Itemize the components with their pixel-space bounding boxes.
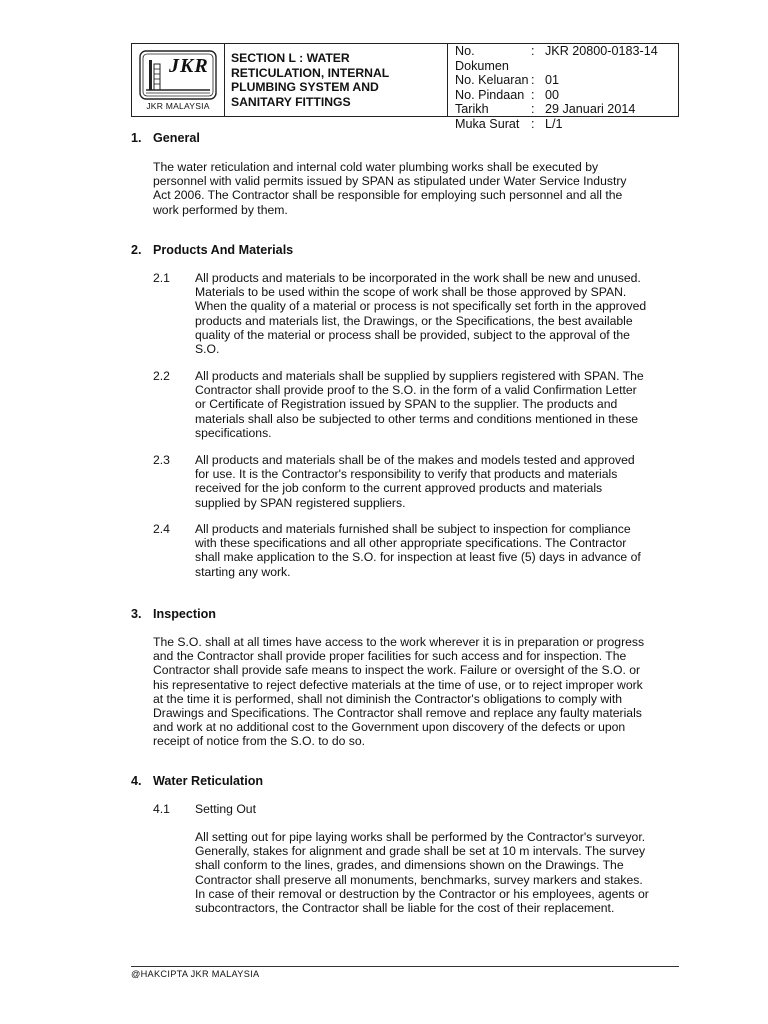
text-line: Generally, stakes for alignment and grade shall be set at 10 m intervals. The survey: [195, 844, 646, 859]
meta-separator: :: [531, 116, 535, 131]
clause-text: [195, 369, 676, 440]
clause-text: [195, 271, 676, 356]
meta-separator: :: [531, 44, 535, 58]
text-line: starting any work.: [195, 564, 291, 579]
heading-title: Products And Materials: [153, 243, 294, 257]
heading-number: 2.: [131, 243, 142, 257]
heading-title: Water Reticulation: [153, 774, 264, 788]
meta-row-dokumen: [455, 44, 678, 73]
title-line: PLUMBING SYSTEM AND: [231, 80, 379, 94]
text-line: subcontractors, the Contractor shall be liable for the cost of their replacement.: [195, 901, 615, 916]
text-line: his representative to reject defective materials at the time of use, or to reject improper work: [153, 677, 643, 692]
document-header: [131, 43, 679, 131]
title-line: SANITARY FITTINGS: [231, 94, 351, 109]
text-line: receipt of notice from the S.O. to do so.: [153, 734, 366, 749]
text-line: The S.O. shall at all times have access to the work wherever it is in preparation or progress: [153, 635, 645, 649]
clause-2-1: [153, 271, 676, 356]
meta-value: 00: [545, 87, 560, 102]
heading-water-reticulation: [131, 774, 264, 788]
heading-number: 3.: [131, 607, 142, 621]
clause-number: 2.1: [153, 271, 170, 285]
heading-inspection: [131, 607, 216, 621]
meta-row-pindaan: [455, 88, 678, 103]
clause-number: 2.3: [153, 453, 170, 467]
text-line: All products and materials to be incorporated in the work shall be new and unused.: [195, 271, 641, 285]
meta-separator: :: [531, 87, 535, 102]
meta-separator: :: [531, 73, 535, 87]
text-line: Contractor shall preserve all monuments, benchmarks, survey markers and stakes.: [195, 872, 643, 887]
paragraph-inspection: [153, 635, 676, 749]
text-line: or Certificate of Registration issued by SPAN to the supplier. The products and: [195, 397, 618, 412]
meta-key: Muka Surat: [455, 116, 520, 131]
paragraph-setting-out: [195, 830, 676, 915]
clause-number: 2.2: [153, 369, 170, 383]
heading-number: 4.: [131, 774, 142, 788]
meta-key: No. Keluaran: [455, 73, 529, 87]
meta-value: 29 Januari 2014: [545, 102, 636, 116]
subheading-title: Setting Out: [195, 802, 256, 816]
clause-2-4: [153, 522, 676, 579]
text-line: and the Contractor shall provide proper facilities for such access and for inspection. The: [153, 649, 627, 664]
meta-key: Tarikh: [455, 102, 489, 116]
text-line: All products and materials shall be supplied by suppliers registered with SPAN. The: [195, 369, 644, 383]
subheading-setting-out: [153, 802, 256, 816]
text-line: Contractor shall provide safe means to inspect the work. Failure or oversight of the S.O. or: [153, 663, 641, 678]
clause-text: [195, 453, 676, 510]
text-line: personnel with valid permits issued by SPAN as stipulated under Water Service Industry: [153, 174, 627, 189]
clause-number: 2.4: [153, 522, 170, 536]
text-line: shall make application to the S.O. for inspection at least five (5) days in advance of: [195, 550, 641, 565]
meta-row-tarikh: [455, 102, 678, 117]
heading-title: General: [153, 131, 200, 145]
text-line: and work at no additional cost to the Government upon discovery of the defects or upon: [153, 720, 626, 735]
clause-2-2: [153, 369, 676, 440]
text-line: products and materials list, the Drawings, or the Specifications, the best available: [195, 313, 633, 328]
text-line: with these specifications and all other appropriate specifications. The Contractor: [195, 536, 627, 551]
text-line: When the quality of a material or process is not specifically set forth in the approved: [195, 299, 647, 314]
meta-row-muka-surat: [455, 117, 678, 132]
clause-2-3: [153, 453, 676, 510]
text-line: received for the job conform to the current approved products and materials: [195, 481, 603, 496]
text-line: All products and materials furnished shall be subject to inspection for compliance: [195, 522, 631, 536]
text-line: work performed by them.: [153, 202, 288, 217]
meta-separator: :: [531, 102, 535, 116]
footer-divider: [131, 966, 679, 967]
text-line: All products and materials shall be of the makes and models tested and approved: [195, 453, 635, 467]
logo-cell: [132, 44, 225, 116]
heading-title: Inspection: [153, 607, 216, 621]
title-line: SECTION L : WATER: [231, 51, 350, 65]
document-meta: [448, 44, 678, 131]
heading-number: 1.: [131, 131, 142, 145]
text-line: Drawings and Specifications. The Contractor shall remove and replace any faulty materials: [153, 706, 642, 721]
text-line: Contractor shall provide proof to the S.O. in the form of a valid Confirmation Letter: [195, 383, 637, 398]
text-line: at the time it is performed, shall not diminish the Contractor's obligations to comply with: [153, 691, 623, 706]
text-line: Act 2006. The Contractor shall be responsible for employing such personnel and all the: [153, 188, 623, 203]
meta-value: L/1: [545, 116, 563, 131]
logo-caption: JKR MALAYSIA: [146, 101, 210, 111]
text-line: The water reticulation and internal cold water plumbing works shall be executed by: [153, 160, 599, 174]
heading-products: [131, 243, 294, 257]
text-line: shall conform to the lines, grades, and dimensions shown on the Drawings. The: [195, 858, 624, 873]
meta-value: 01: [545, 73, 560, 87]
meta-key: No. Pindaan: [455, 87, 525, 102]
paragraph-general: [153, 160, 676, 217]
text-line: All setting out for pipe laying works shall be performed by the Contractor's surveyor.: [195, 830, 646, 844]
section-title: [225, 44, 448, 116]
text-line: In case of their removal or destruction by the Contractor or his employees, agents or: [195, 886, 649, 901]
subheading-number: 4.1: [153, 802, 170, 816]
heading-general: [131, 131, 200, 145]
footer-copyright: @HAKCIPTA JKR MALAYSIA: [131, 969, 260, 979]
text-line: quality of the material or process shall be provided, subject to the approval of the: [195, 327, 630, 342]
text-line: specifications.: [195, 425, 272, 440]
meta-value: JKR 20800-0183-14: [545, 44, 658, 58]
text-line: S.O.: [195, 342, 220, 357]
title-line: RETICULATION, INTERNAL: [231, 65, 390, 80]
clause-text: [195, 522, 676, 579]
meta-key: No. Dokumen: [455, 44, 509, 73]
text-line: Materials to be used within the scope of work shall be those approved by SPAN.: [195, 285, 627, 300]
text-line: materials shall also be subjected to other terms and conditions mentioned in these: [195, 411, 639, 426]
meta-row-keluaran: [455, 73, 678, 88]
text-line: supplied by SPAN registered suppliers.: [195, 495, 406, 510]
logo-text: JKR: [169, 55, 209, 77]
text-line: for use. It is the Contractor's responsibility to verify that products and materials: [195, 467, 618, 482]
